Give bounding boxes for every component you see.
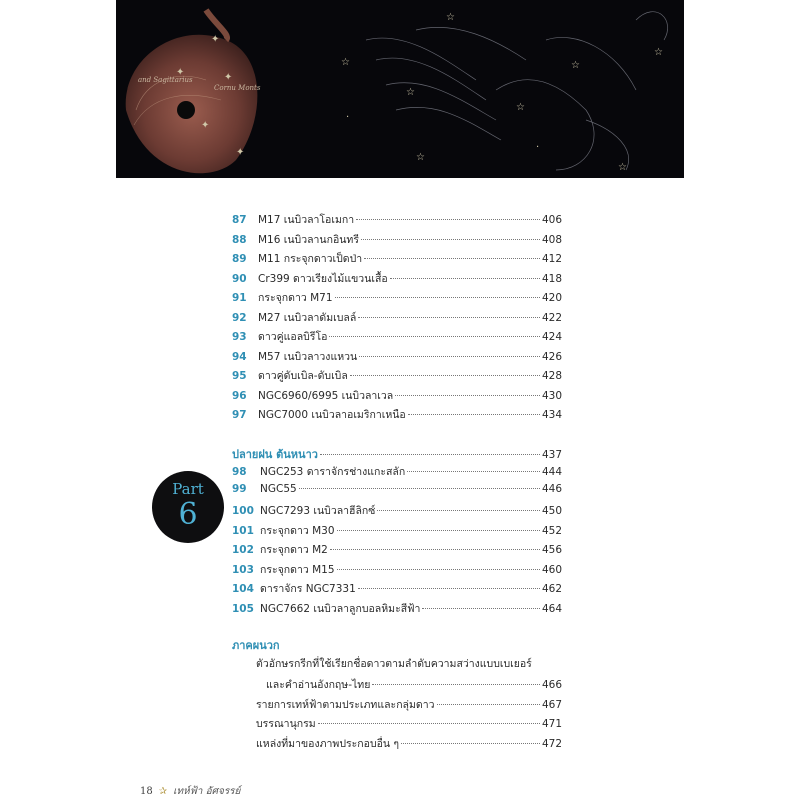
section-title: ปลายฝน ต้นหนาว [232, 448, 318, 461]
svg-text:✦: ✦ [224, 72, 233, 83]
entry-page: 412 [541, 253, 562, 265]
appendix-title: แหล่งที่มาของภาพประกอบอื่น ๆ [256, 737, 400, 750]
toc-entry[interactable] [232, 463, 562, 483]
appendix-entry[interactable] [256, 735, 562, 755]
appendix-page: 471 [541, 718, 562, 730]
svg-text:☆: ☆ [341, 57, 350, 68]
entry-number: 101 [232, 524, 254, 537]
entry-title: กระจุกดาว M2 [260, 544, 328, 556]
entry-title: ดาราจักร NGC7331 [260, 583, 356, 595]
appendix-entry[interactable] [256, 676, 562, 696]
entry-number: 90 [232, 272, 247, 285]
entry-number: 93 [232, 331, 247, 343]
part-badge [152, 471, 224, 543]
entry-number: 99 [232, 482, 247, 495]
svg-text:☆: ☆ [406, 87, 415, 98]
entry-title: ดาวคู่แอลบิรีโอ [258, 331, 328, 343]
appendix-title: และคำอ่านอังกฤษ-ไทย [266, 679, 371, 691]
toc-entry[interactable] [232, 348, 562, 368]
appendix-title: รายการเทห์ฟ้าตามประเภทและกลุ่มดาว [256, 698, 435, 711]
entry-page: 428 [541, 370, 562, 382]
appendix-title: ตัวอักษรกรีกที่ใช้เรียกชื่อดาวตามลำดับความสว่างแบบเบเยอร์ [256, 658, 532, 670]
banner-caption-left: and Sagittarius [138, 76, 193, 84]
entry-title: M17 เนบิวลาโอเมกา [258, 214, 355, 226]
entry-page: 456 [541, 544, 562, 556]
entry-title: ดาวคู่ดับเบิล-ดับเบิล [258, 370, 348, 382]
svg-text:✦: ✦ [211, 34, 220, 45]
entry-number: 94 [232, 350, 247, 363]
entry-number: 104 [232, 583, 254, 595]
entry-page: 452 [541, 524, 562, 537]
entry-page: 420 [541, 292, 562, 304]
entry-page: 424 [541, 331, 562, 343]
entry-title: Cr399 ดาวเรียงไม้แขวนเสื้อ [258, 272, 388, 285]
toc-entry[interactable] [232, 231, 562, 251]
entry-number: 100 [232, 505, 254, 517]
toc-entry[interactable] [232, 522, 562, 542]
entry-number: 88 [232, 233, 247, 246]
toc-entry[interactable] [232, 328, 562, 348]
toc-entry[interactable] [232, 483, 562, 503]
entry-page: 434 [541, 409, 562, 421]
entry-page: 426 [541, 350, 562, 363]
entry-page: 430 [541, 389, 562, 402]
toc-entry[interactable] [232, 309, 562, 329]
appendix-entry[interactable] [256, 696, 562, 716]
section-heading-late-rain[interactable] [232, 445, 562, 463]
entry-title: M16 เนบิวลานกอินทรี [258, 233, 359, 246]
entry-title: M57 เนบิวลาวงแหวน [258, 350, 358, 363]
entry-title: NGC253 ดาราจักรช่างแกะสลัก [260, 466, 406, 478]
appendix-entry[interactable] [256, 655, 562, 675]
svg-text:✦: ✦ [236, 147, 245, 158]
entry-page: 418 [541, 272, 562, 285]
page-footer [140, 784, 240, 799]
appendix-title: บรรณานุกรม [256, 718, 316, 730]
toc-entry[interactable] [232, 250, 562, 270]
entry-title: NGC7293 เนบิวลาฮีลิกซ์ [260, 505, 376, 517]
entry-title: กระจุกดาว M15 [260, 563, 335, 576]
section-heading-appendix[interactable] [232, 636, 562, 654]
toc-entry[interactable] [232, 406, 562, 426]
entry-number: 95 [232, 370, 247, 382]
svg-text:✦: ✦ [201, 120, 210, 131]
toc-entry[interactable] [232, 211, 562, 231]
entry-title: กระจุกดาว M30 [260, 524, 335, 537]
appendix-page: 472 [541, 737, 562, 750]
page-number: 18 [140, 786, 153, 797]
entry-page: 462 [541, 583, 562, 595]
section-title: ภาคผนวก [232, 639, 280, 652]
entry-page: 444 [541, 466, 562, 478]
entry-page: 450 [541, 505, 562, 517]
dark-hole [177, 101, 195, 119]
banner-caption-right: Cornu Monts [214, 84, 261, 92]
svg-text:☆: ☆ [416, 152, 425, 163]
toc-entry[interactable] [232, 600, 562, 620]
entry-title: M11 กระจุกดาวเป็ดป่า [258, 253, 363, 265]
appendix-page: 466 [541, 679, 562, 691]
entry-number: 105 [232, 602, 254, 615]
entry-title: NGC7662 เนบิวลาลูกบอลหิมะสีฟ้า [260, 602, 421, 615]
svg-text:☆: ☆ [446, 12, 455, 23]
svg-text:✦: ✦ [176, 67, 185, 78]
section-page: 437 [541, 449, 562, 461]
entry-title: กระจุกดาว M71 [258, 292, 333, 304]
entry-number: 96 [232, 389, 247, 402]
entry-page: 422 [541, 311, 562, 324]
toc-entry[interactable] [232, 289, 562, 309]
toc-entry[interactable] [232, 270, 562, 290]
entry-number: 103 [232, 563, 254, 576]
entry-title: M27 เนบิวลาดัมเบลล์ [258, 311, 357, 324]
entry-number: 98 [232, 466, 247, 478]
entry-page: 460 [541, 563, 562, 576]
appendix-page: 467 [541, 698, 562, 711]
toc-entry[interactable] [232, 367, 562, 387]
part-label: Part [172, 480, 204, 498]
book-title: เทห์ฟ้า อัศจรรย์ [173, 786, 241, 797]
entry-number: 97 [232, 409, 247, 421]
entry-page: 408 [541, 233, 562, 246]
entry-title: NGC6960/6995 เนบิวลาเวล [258, 389, 394, 402]
toc-entry[interactable] [232, 541, 562, 561]
entry-page: 446 [541, 482, 562, 495]
svg-text:·: · [346, 112, 350, 123]
toc-entry[interactable] [232, 502, 562, 522]
entry-number: 87 [232, 214, 247, 226]
entry-number: 102 [232, 544, 254, 556]
svg-text:☆: ☆ [571, 60, 580, 71]
toc-entry[interactable] [232, 387, 562, 407]
star-icon: ✰ [158, 786, 168, 797]
entry-number: 91 [232, 292, 247, 304]
toc-entry[interactable] [232, 580, 562, 600]
constellation-illustration [116, 0, 684, 178]
svg-text:☆: ☆ [654, 47, 663, 58]
entry-page: 464 [541, 602, 562, 615]
entry-title: NGC7000 เนบิวลาอเมริกาเหนือ [258, 409, 406, 421]
appendix-entry[interactable] [256, 715, 562, 735]
svg-text:·: · [536, 142, 540, 153]
part-number: 6 [178, 497, 198, 532]
entry-page: 406 [541, 214, 562, 226]
toc-entry[interactable] [232, 561, 562, 581]
entry-number: 92 [232, 311, 247, 324]
entry-title: NGC55 [260, 482, 297, 495]
header-artwork [116, 0, 684, 178]
svg-text:☆: ☆ [516, 102, 525, 113]
entry-number: 89 [232, 253, 247, 265]
svg-text:☆: ☆ [618, 162, 627, 173]
